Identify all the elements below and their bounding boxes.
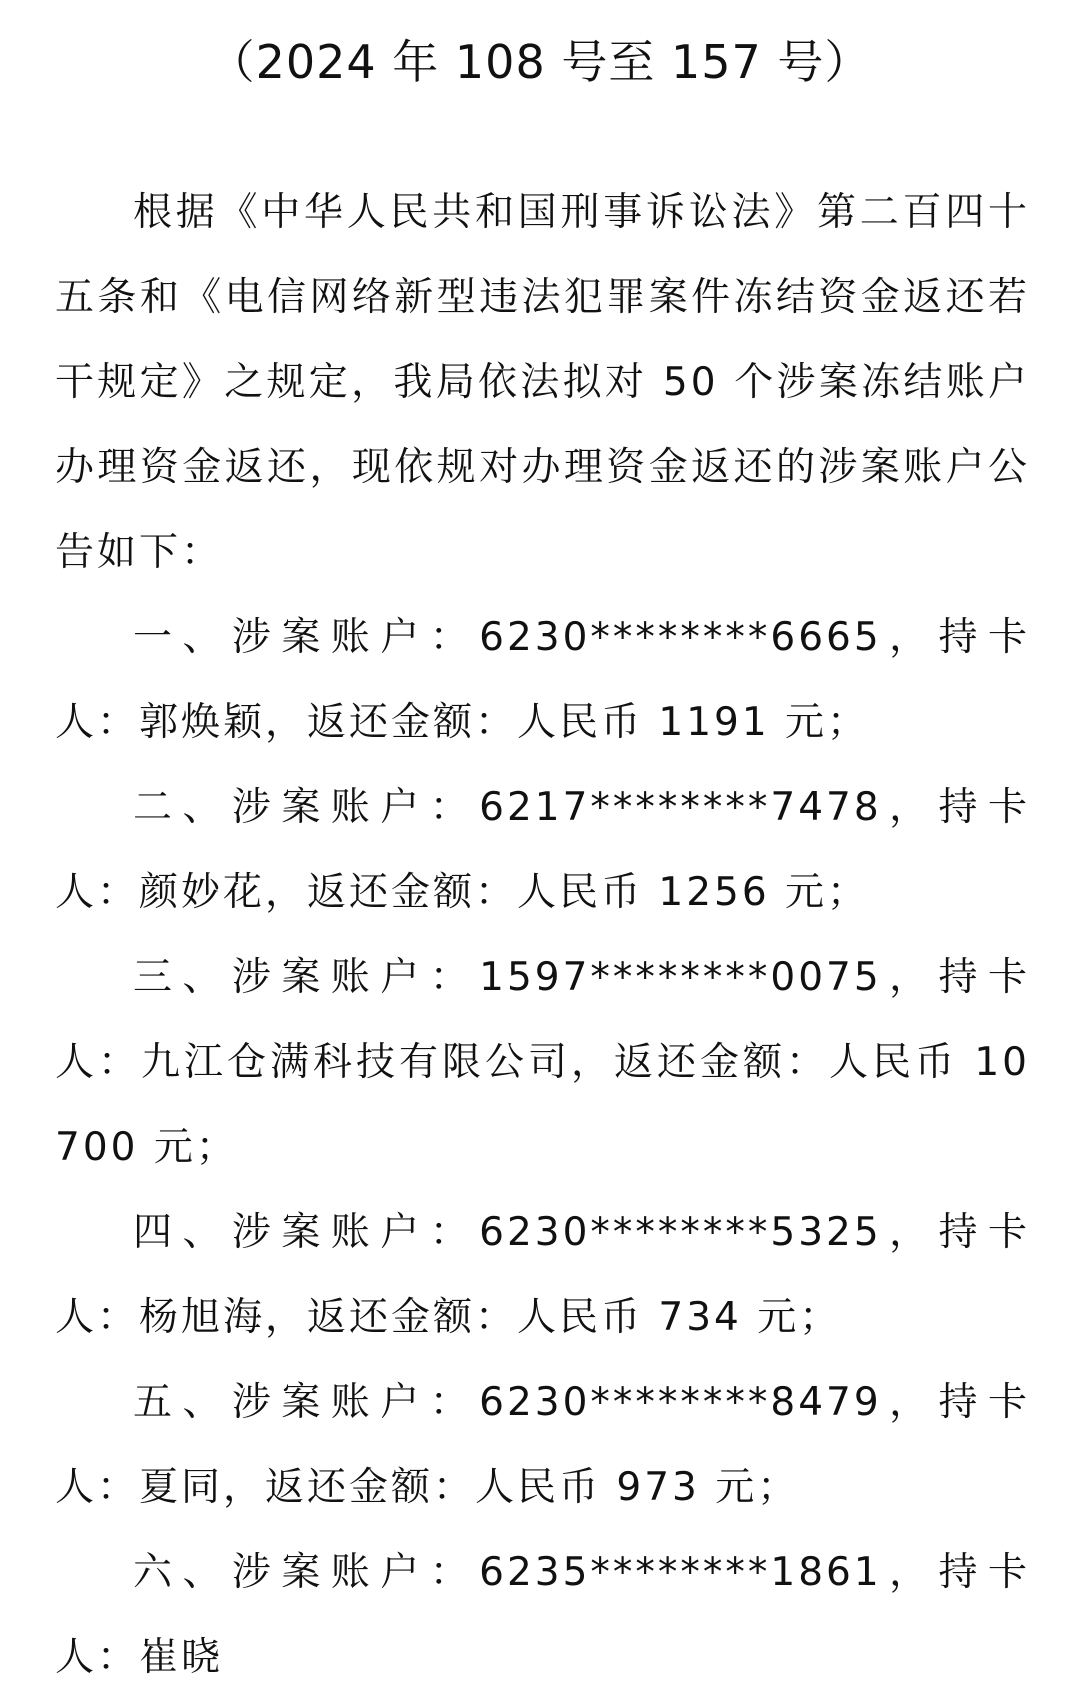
document-title: （2024 年 108 号至 157 号） — [208, 35, 872, 89]
intro-paragraph: 根据《中华人民共和国刑事诉讼法》第二百四十五条和《电信网络新型违法犯罪案件冻结资金返还若干规定》之规定，我局依法拟对 50 个涉案冻结账户办理资金返还，现依规对办理资金返还的涉案账户公告如下： — [55, 190, 1030, 575]
account-item-5: 五、涉案账户：6230********8479，持卡人：夏同，返还金额：人民币 973 元； — [55, 1380, 1030, 1510]
account-item-6: 六、涉案账户：6235********1861，持卡人：崔晓 — [55, 1550, 1030, 1680]
document-body — [55, 170, 1030, 1700]
account-item-3: 三、涉案账户：1597********0075，持卡人：九江仓满科技有限公司，返还金额：人民币 10700 元； — [55, 955, 1030, 1170]
account-item-2: 二、涉案账户：6217********7478，持卡人：颜妙花，返还金额：人民币 1256 元； — [55, 785, 1030, 915]
account-item-1: 一、涉案账户：6230********6665，持卡人：郭焕颖，返还金额：人民币 1191 元； — [55, 615, 1030, 745]
account-item-4: 四、涉案账户：6230********5325，持卡人：杨旭海，返还金额：人民币 734 元； — [55, 1210, 1030, 1340]
